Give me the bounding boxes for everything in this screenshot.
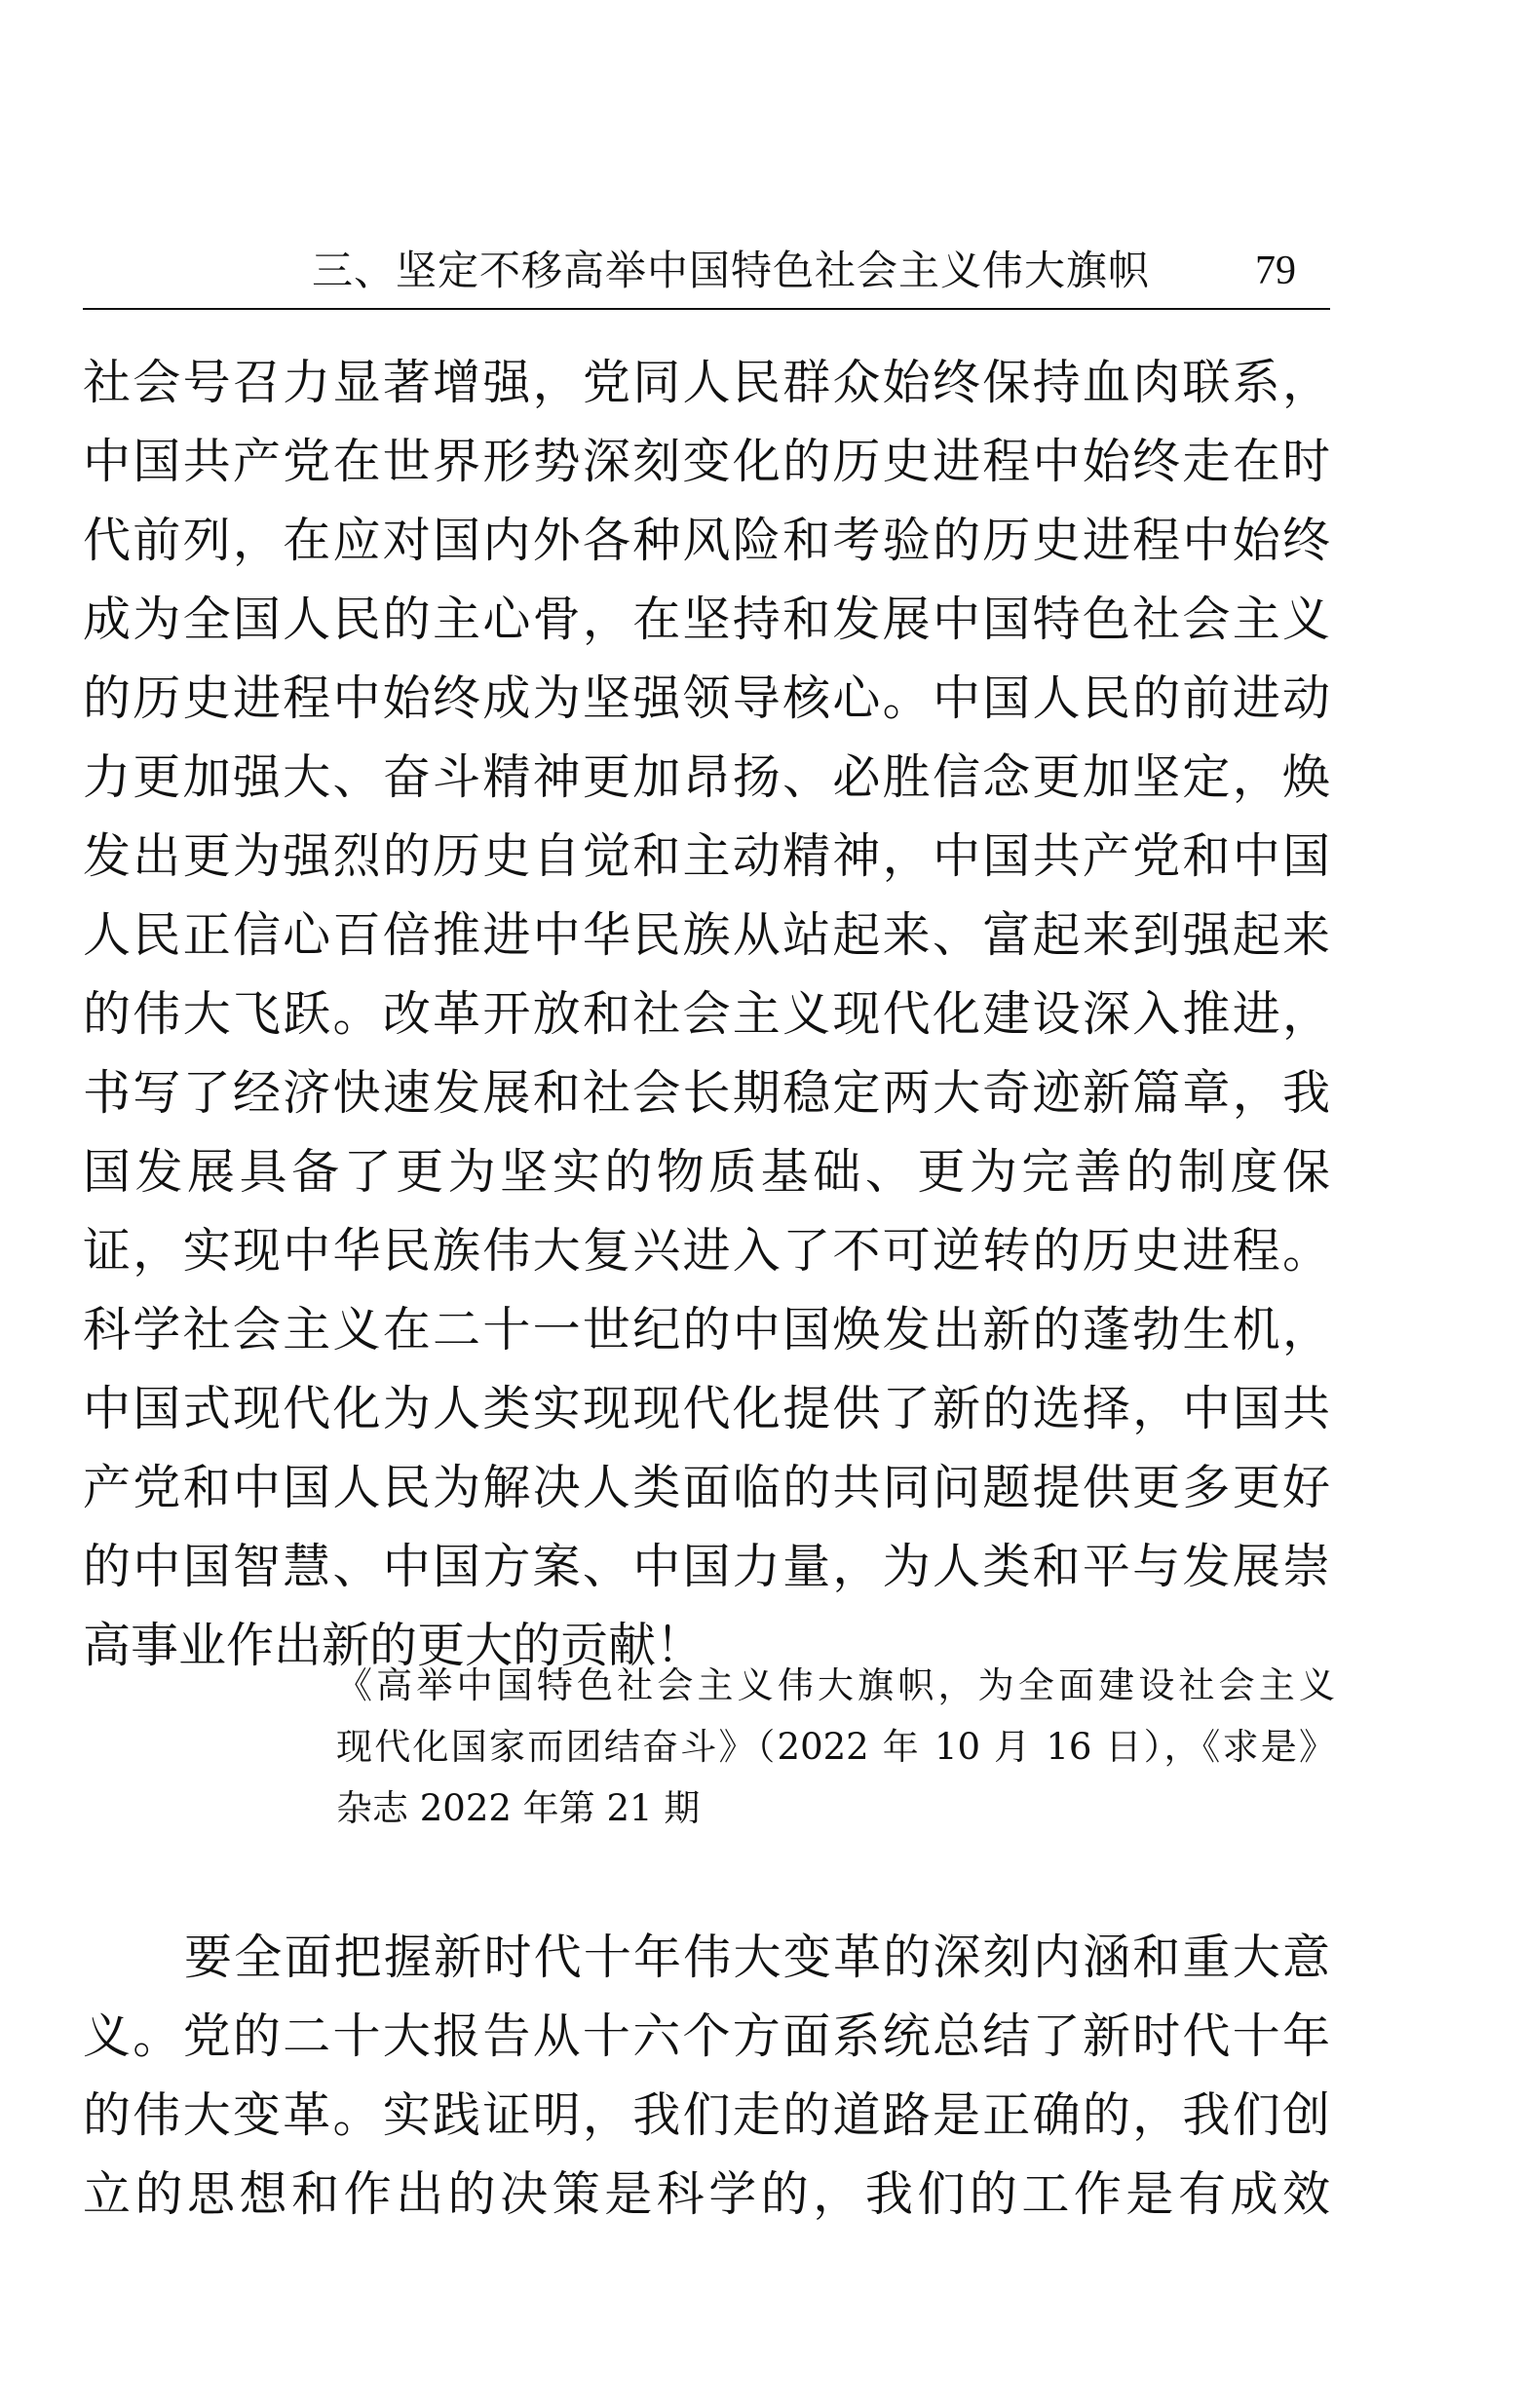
text-line: 社会号召力显著增强，党同人民群众始终保持血肉联系， — [83, 355, 1330, 410]
text-line: 国发展具备了更为坚实的物质基础、更为完善的制度保 — [83, 1144, 1330, 1200]
text-line: 产党和中国人民为解决人类面临的共同问题提供更多更好 — [83, 1460, 1330, 1515]
running-header — [83, 242, 1330, 310]
page-number: 79 — [1255, 248, 1296, 293]
text-line: 立的思想和作出的决策是科学的，我们的工作是有成效 — [83, 2166, 1330, 2222]
text-line: 的伟大变革。实践证明，我们走的道路是正确的，我们创 — [83, 2087, 1330, 2143]
text-line: 的历史进程中始终成为坚强领导核心。中国人民的前进动 — [83, 670, 1330, 726]
text-line: 书写了经济快速发展和社会长期稳定两大奇迹新篇章，我 — [83, 1065, 1330, 1121]
text-line: 义。党的二十大报告从十六个方面系统总结了新时代十年 — [83, 2008, 1330, 2064]
citation-line: 《高举中国特色社会主义伟大旗帜，为全面建设社会主义 — [336, 1664, 1335, 1706]
text-line: 中国共产党在世界形势深刻变化的历史进程中始终走在时 — [83, 434, 1330, 489]
text-line: 证，实现中华民族伟大复兴进入了不可逆转的历史进程。 — [83, 1223, 1330, 1279]
text-line: 成为全国人民的主心骨，在坚持和发展中国特色社会主义 — [83, 592, 1330, 647]
text-line: 力更加强大、奋斗精神更加昂扬、必胜信念更加坚定，焕 — [83, 749, 1330, 805]
text-line: 要全面把握新时代十年伟大变革的深刻内涵和重大意 — [184, 1930, 1330, 1985]
source-citation — [336, 1655, 1335, 1839]
text-line: 发出更为强烈的历史自觉和主动精神，中国共产党和中国 — [83, 828, 1330, 884]
citation-line: 现代化国家而团结奋斗》（2022 年 10 月 16 日），《求是》 — [336, 1726, 1335, 1768]
text-line: 科学社会主义在二十一世纪的中国焕发出新的蓬勃生机， — [83, 1302, 1330, 1357]
paragraph-1 — [83, 343, 1330, 1685]
text-line: 高事业作出新的更大的贡献！ — [83, 1618, 705, 1673]
text-line: 代前列，在应对国内外各种风险和考验的历史进程中始终 — [83, 513, 1330, 568]
citation-line: 杂志 2022 年第 21 期 — [336, 1787, 701, 1829]
text-line: 的伟大飞跃。改革开放和社会主义现代化建设深入推进， — [83, 986, 1330, 1042]
text-line: 的中国智慧、中国方案、中国力量，为人类和平与发展崇 — [83, 1539, 1330, 1594]
chapter-title: 三、坚定不移高举中国特色社会主义伟大旗帜 — [312, 247, 1151, 294]
header-divider — [83, 308, 1330, 310]
text-line: 人民正信心百倍推进中华民族从站起来、富起来到强起来 — [83, 907, 1330, 963]
paragraph-2 — [83, 1918, 1330, 2234]
text-line: 中国式现代化为人类实现现代化提供了新的选择，中国共 — [83, 1381, 1330, 1436]
